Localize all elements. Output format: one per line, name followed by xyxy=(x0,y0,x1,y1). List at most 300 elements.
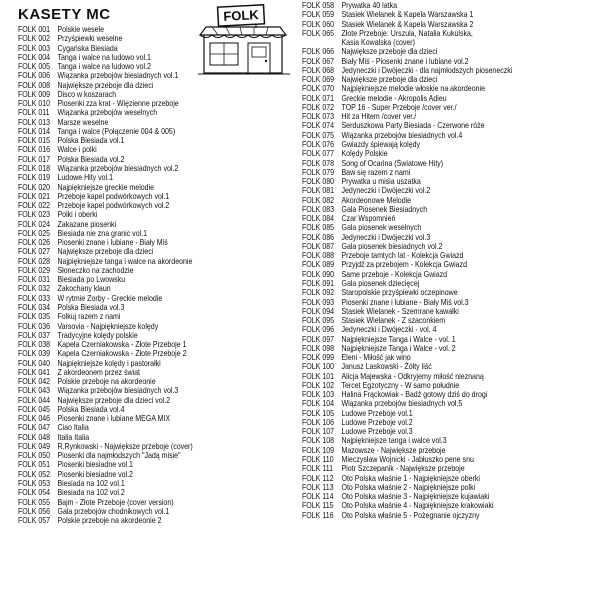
catalog-title: Gala przebojów chodnikowych vol.1 xyxy=(57,506,170,516)
catalog-code: FOLK 105 xyxy=(302,408,335,418)
catalog-code: FOLK 037 xyxy=(18,330,51,340)
catalog-title: Mazowsze - Największe przeboje xyxy=(341,445,446,455)
catalog-code: FOLK 028 xyxy=(18,256,51,266)
catalog-title: Wiązanka przebojów biesiadnych vol.5 xyxy=(341,399,463,409)
catalog-code: FOLK 027 xyxy=(18,247,51,257)
catalog-title: Halina Frąckowiak - Badź gotowy dziś do drogi xyxy=(341,390,488,400)
catalog-code: FOLK 002 xyxy=(18,34,51,44)
list-item xyxy=(18,368,294,377)
catalog-title: Kasia Kowalska (cover) xyxy=(341,38,415,48)
list-item xyxy=(18,108,294,117)
catalog-title: Hit za Hitem /cover ver./ xyxy=(341,112,417,122)
catalog-title: Cygańska Biesiada xyxy=(57,43,118,53)
catalog-title: Piosenki zza krat - Więzienne przeboje xyxy=(57,99,179,109)
catalog-title: Piosenki znane i lubiane - Biały Miś xyxy=(57,238,168,248)
catalog-code: FOLK 020 xyxy=(18,182,51,192)
list-item xyxy=(302,436,598,445)
catalog-code: FOLK 112 xyxy=(302,473,334,483)
catalog-code: FOLK 044 xyxy=(18,395,51,405)
catalog-title: Wiązanka przebojów biesiadnych vol.1 xyxy=(57,71,179,81)
list-item xyxy=(302,418,598,427)
catalog-code: FOLK 036 xyxy=(18,321,51,331)
catalog-code: FOLK 058 xyxy=(302,1,335,10)
list-item xyxy=(18,81,294,90)
catalog-code: FOLK 099 xyxy=(302,353,335,363)
catalog-code: FOLK 059 xyxy=(302,10,335,20)
list-item xyxy=(302,168,598,177)
catalog-title: Przeboje kapel podwórkowych vol.1 xyxy=(57,191,170,201)
catalog-code: FOLK 075 xyxy=(302,130,335,140)
list-item xyxy=(302,381,598,390)
list-item xyxy=(18,470,294,479)
list-item xyxy=(302,149,598,158)
catalog-code: FOLK 004 xyxy=(18,52,51,62)
catalog-title: R.Rynkowski - Największe przeboje (cover) xyxy=(57,441,193,451)
list-item xyxy=(18,25,294,34)
catalog-code: FOLK 087 xyxy=(302,241,335,251)
catalog-title: Oto Polska właśnie 3 - Najpiękniejsze kujawiaki xyxy=(341,492,490,502)
list-item xyxy=(302,298,598,307)
catalog-code: FOLK 084 xyxy=(302,214,335,224)
catalog-title: Piosenki znane i lubiane MEGA MIX xyxy=(57,414,171,424)
list-item xyxy=(18,423,294,432)
catalog-code: FOLK 045 xyxy=(18,404,51,414)
list-item xyxy=(302,251,598,260)
list-item xyxy=(18,386,294,395)
catalog-title: W rytmie Zorby - Greckie melodie xyxy=(57,293,163,303)
list-item xyxy=(302,131,598,140)
list-item xyxy=(18,442,294,451)
catalog-title: Największe przeboje dla dzieci xyxy=(341,47,438,57)
catalog-code: FOLK 094 xyxy=(302,306,335,316)
catalog-title: Przeboje tamtych lat - Kolekcja Gwiazd xyxy=(341,251,464,261)
catalog-code: FOLK 040 xyxy=(18,358,51,368)
list-item xyxy=(18,359,294,368)
catalog-title: Przeboje kapel podwórkowych vol.2 xyxy=(57,201,170,211)
catalog-title: Jedyneczki i Dwójeczki vol.2 xyxy=(341,186,431,196)
catalog-code: FOLK 005 xyxy=(18,62,51,72)
catalog-title: Najpiękniejsze Tanga i Walce - vol. 2 xyxy=(341,343,456,353)
catalog-code: FOLK 116 xyxy=(302,510,334,520)
catalog-title: Stasiek Wielanek - Szemrane kawałki xyxy=(341,306,459,316)
catalog-code: FOLK 001 xyxy=(18,25,51,34)
catalog-code: FOLK 097 xyxy=(302,334,335,344)
list-item xyxy=(18,331,294,340)
catalog-code: FOLK 034 xyxy=(18,302,51,312)
catalog-code: FOLK 067 xyxy=(302,56,335,66)
catalog-title: Polska Biesiada vol.1 xyxy=(57,136,125,146)
list-item xyxy=(18,266,294,275)
catalog-code: FOLK 079 xyxy=(302,167,335,177)
catalog-code: FOLK 082 xyxy=(302,195,335,205)
catalog-title: Oto Polska właśnie 4 - Najpiękniejsze krakowiaki xyxy=(341,501,494,511)
catalog-title: Jedyneczki i Dwójeczki vol.3 xyxy=(341,232,431,242)
catalog-title: Najpiękniejsze greckie melodie xyxy=(57,182,155,192)
catalog-title: Z akordeonem przez świat xyxy=(57,367,140,377)
list-item xyxy=(302,335,598,344)
list-item xyxy=(18,303,294,312)
catalog-code: FOLK 019 xyxy=(18,173,51,183)
catalog-code: FOLK 043 xyxy=(18,386,51,396)
catalog-title: Czar Wspomnień xyxy=(341,214,396,224)
catalog-code: FOLK 072 xyxy=(302,102,335,112)
catalog-title: Italia Italia xyxy=(57,432,90,442)
list-item xyxy=(302,214,598,223)
catalog-title: Jedyneczki i Dwójeczki - dla najmłodszych pioseneczki xyxy=(341,65,513,75)
catalog-code: FOLK 013 xyxy=(18,117,51,127)
catalog-title: Zakazane piosenki xyxy=(57,219,117,229)
catalog-title: Piosenki biesiadne vol.2 xyxy=(57,469,133,479)
list-item xyxy=(18,90,294,99)
catalog-title: Akordeonowe Melodie xyxy=(341,195,412,205)
catalog-code: FOLK 103 xyxy=(302,390,335,400)
catalog-title: Wiązanka przebojów biesiadnych vol.2 xyxy=(57,163,179,173)
catalog-code: FOLK 083 xyxy=(302,204,335,214)
catalog-code: FOLK 093 xyxy=(302,297,335,307)
catalog-code: FOLK 074 xyxy=(302,121,335,131)
list-item xyxy=(302,511,598,520)
catalog-code: FOLK 106 xyxy=(302,417,335,427)
list-item xyxy=(302,390,598,399)
list-item xyxy=(18,192,294,201)
list-item xyxy=(18,136,294,145)
list-item xyxy=(18,155,294,164)
catalog-title: Greckie melodie - Akropolis Adieu xyxy=(341,93,447,103)
catalog-code: FOLK 115 xyxy=(302,501,334,511)
catalog-title: Słoneczko na zachodzie xyxy=(57,265,134,275)
list-item xyxy=(302,455,598,464)
catalog-title: Biały Miś - Piosenki znane i lubiane vol.2 xyxy=(341,56,469,66)
catalog-code: FOLK 006 xyxy=(18,71,51,81)
catalog-code: FOLK 066 xyxy=(302,47,335,57)
catalog-title: Piotr Szczepanik - Największe przeboje xyxy=(341,464,465,474)
list-item xyxy=(302,279,598,288)
catalog-code: FOLK 032 xyxy=(18,284,51,294)
catalog-title: Eleni - Miłość jak wino xyxy=(341,353,411,363)
catalog-title: Największe przeboje dla dzieci xyxy=(341,75,438,85)
catalog-code: FOLK 021 xyxy=(18,191,51,201)
list-item xyxy=(302,186,598,195)
catalog-code: FOLK 086 xyxy=(302,232,335,242)
catalog-code: FOLK 068 xyxy=(302,65,335,75)
list-item xyxy=(302,483,598,492)
list-item xyxy=(302,103,598,112)
catalog-code: FOLK 077 xyxy=(302,149,335,159)
catalog-code: FOLK 041 xyxy=(18,367,51,377)
list-item xyxy=(18,294,294,303)
catalog-title: Staropolskie przyśpiewki oczepinowe xyxy=(341,288,458,298)
list-item xyxy=(302,427,598,436)
list-item xyxy=(302,446,598,455)
catalog-code: FOLK 070 xyxy=(302,84,335,94)
catalog-title: Ludowe Hity vol.1 xyxy=(57,173,114,183)
list-item xyxy=(18,118,294,127)
list-item xyxy=(302,372,598,381)
catalog-title: Najpiękniejsze tanga i walce vol.3 xyxy=(341,436,447,446)
page-title: KASETY MC xyxy=(18,6,111,23)
catalog-code: FOLK 047 xyxy=(18,423,51,433)
catalog-code: FOLK 057 xyxy=(18,516,51,526)
list-item xyxy=(18,275,294,284)
list-item xyxy=(18,340,294,349)
list-item xyxy=(18,34,294,43)
list-item xyxy=(302,140,598,149)
catalog-list-left xyxy=(18,25,294,525)
catalog-title: Piosenki biesiadne vol.1 xyxy=(57,460,133,470)
catalog-code: FOLK 050 xyxy=(18,451,51,461)
list-item xyxy=(18,284,294,293)
list-item xyxy=(302,288,598,297)
list-item xyxy=(18,488,294,497)
catalog-title: Alicja Majewska - Odkryjemy miłość nieznaną xyxy=(341,371,484,381)
list-item xyxy=(302,84,598,93)
list-item xyxy=(302,75,598,84)
catalog-title: Wiązanka przebojów weselnych xyxy=(57,108,158,118)
catalog-title: Bajm - Złote Przeboje (cover version) xyxy=(57,497,174,507)
list-item xyxy=(302,196,598,205)
list-item xyxy=(18,44,294,53)
list-item xyxy=(302,1,598,10)
catalog-title: Największe przeboje dla dzieci vol.2 xyxy=(57,395,171,405)
catalog-title: Marsze weselne xyxy=(57,117,109,127)
catalog-code: FOLK 113 xyxy=(302,482,334,492)
list-item xyxy=(302,307,598,316)
catalog-code: FOLK 048 xyxy=(18,432,51,442)
list-item xyxy=(18,164,294,173)
catalog-title: Oto Polska właśnie 5 - Pożegnanie ojczyzny xyxy=(341,510,480,520)
catalog-code: FOLK 069 xyxy=(302,75,335,85)
catalog-code: FOLK 022 xyxy=(18,201,51,211)
list-item xyxy=(302,492,598,501)
catalog-title: Polska Biesiada vol.3 xyxy=(57,302,125,312)
catalog-title: Prywatka 40 latka xyxy=(341,1,398,10)
catalog-title: Biesiada na 102 vol.1 xyxy=(57,479,125,489)
catalog-code: FOLK 060 xyxy=(302,19,335,29)
catalog-code: FOLK 008 xyxy=(18,80,51,90)
catalog-code: FOLK 078 xyxy=(302,158,335,168)
catalog-title: Stasiek Wielanek - Z szaconkiem xyxy=(341,316,446,326)
catalog-code: FOLK 009 xyxy=(18,89,51,99)
catalog-title: Najpiękniejsze kolędy i pastorałki xyxy=(57,358,161,368)
catalog-title: Przyjdź za przebojem - Kolekcja Gwiazd xyxy=(341,260,467,270)
catalog-title: Tanga i walce na ludowo vol.2 xyxy=(57,62,151,72)
list-item xyxy=(18,62,294,71)
list-item xyxy=(302,399,598,408)
catalog-title: Folkuj razem z nami xyxy=(57,312,121,322)
catalog-title: Kolędy Polskie xyxy=(341,149,388,159)
list-item xyxy=(302,242,598,251)
list-item xyxy=(18,257,294,266)
catalog-code: FOLK 031 xyxy=(18,275,51,285)
list-item xyxy=(18,145,294,154)
list-item xyxy=(302,233,598,242)
catalog-title: Gala piosenek weselnych xyxy=(341,223,422,233)
catalog-title: Wiązanka przebojów biesiadnych vol.4 xyxy=(341,130,463,140)
catalog-title: TOP 16 - Super Przeboje /cover ver./ xyxy=(341,102,457,112)
list-item xyxy=(18,312,294,321)
list-item xyxy=(18,396,294,405)
catalog-code: FOLK 090 xyxy=(302,269,335,279)
catalog-title: Biesiada na 102 vol.2 xyxy=(57,488,125,498)
list-item xyxy=(18,405,294,414)
list-item xyxy=(302,501,598,510)
catalog-title: Prywatka u misia uszatka xyxy=(341,177,421,187)
catalog-title: Oto Polska właśnie 2 - Najpiękniejsze polki xyxy=(341,482,476,492)
catalog-code: FOLK 023 xyxy=(18,210,51,220)
list-item xyxy=(302,316,598,325)
catalog-title: Jedyneczki i Dwójeczki - vol. 4 xyxy=(341,325,437,335)
catalog-code: FOLK 042 xyxy=(18,377,51,387)
catalog-list-right xyxy=(302,1,598,520)
list-item xyxy=(18,460,294,469)
list-item xyxy=(302,325,598,334)
list-item xyxy=(302,66,598,75)
list-item xyxy=(302,10,598,19)
catalog-title: Mieczysław Wojnicki - Jabłuszko pene snu xyxy=(341,455,474,465)
catalog-code: FOLK 051 xyxy=(18,460,51,470)
catalog-title: Tanga i walce na ludowo vol.1 xyxy=(57,52,151,62)
catalog-code: FOLK 025 xyxy=(18,228,51,238)
list-item xyxy=(302,205,598,214)
list-item xyxy=(18,201,294,210)
catalog-title: Janusz Laskowski - Żółty liść xyxy=(341,362,432,372)
catalog-code: FOLK 102 xyxy=(302,380,335,390)
catalog-title: Złote Przeboje: Urszula, Natalia Kukulska, xyxy=(341,28,473,38)
catalog-title: Walce i polki xyxy=(57,145,97,155)
catalog-code: FOLK 088 xyxy=(302,251,335,261)
list-item xyxy=(302,344,598,353)
catalog-title: Tradycyjne kolędy polskie xyxy=(57,330,138,340)
catalog-title: Najpiękniejsze tanga i walce na akordeonie xyxy=(57,256,193,266)
catalog-title: Serduszkowa Party Biesiada - Czerwone róże xyxy=(341,121,485,131)
catalog-code: FOLK 100 xyxy=(302,362,335,372)
catalog-code: FOLK 114 xyxy=(302,492,334,502)
catalog-title: Gala piosenek biesiadnych vol.2 xyxy=(341,241,443,251)
catalog-code: FOLK 095 xyxy=(302,316,335,326)
list-item xyxy=(18,229,294,238)
catalog-code: FOLK 011 xyxy=(18,108,50,118)
list-item xyxy=(302,464,598,473)
catalog-code: FOLK 101 xyxy=(302,371,335,381)
catalog-code: FOLK 056 xyxy=(18,506,51,516)
catalog-code: FOLK 033 xyxy=(18,293,51,303)
list-item xyxy=(18,479,294,488)
catalog-code: FOLK 073 xyxy=(302,112,335,122)
catalog-code: FOLK 049 xyxy=(18,441,51,451)
catalog-title: Polskie wesele xyxy=(57,25,105,34)
catalog-code: FOLK 091 xyxy=(302,278,335,288)
catalog-code: FOLK 054 xyxy=(18,488,51,498)
list-item xyxy=(302,362,598,371)
list-item xyxy=(302,29,598,38)
catalog-code: FOLK 029 xyxy=(18,265,51,275)
catalog-title: Baw się razem z nami xyxy=(341,167,411,177)
catalog-code: FOLK 052 xyxy=(18,469,51,479)
catalog-title: Polki i oberki xyxy=(57,210,98,220)
catalog-title: Polska Biesiada vol.2 xyxy=(57,154,125,164)
catalog-title: Najpiękniejsze melodie włoskie na akordeonie xyxy=(341,84,486,94)
catalog-title: Piosenki znane i lubiane - Biały Miś vol.3 xyxy=(341,297,469,307)
catalog-code: FOLK 080 xyxy=(302,177,335,187)
catalog-title: Biesiada po Lwowsku xyxy=(57,275,126,285)
catalog-title: Najpiękniejsze Tanga i Walce - vol. 1 xyxy=(341,334,456,344)
catalog-code: FOLK 096 xyxy=(302,325,335,335)
catalog-title: Polska Biesiada vol.4 xyxy=(57,404,125,414)
list-item xyxy=(18,173,294,182)
list-item xyxy=(302,94,598,103)
catalog-code: FOLK 098 xyxy=(302,343,335,353)
list-item xyxy=(18,210,294,219)
list-item xyxy=(18,507,294,516)
catalog-title: Wiązanka przebojów biesiadnych vol.3 xyxy=(57,386,179,396)
catalog-code: FOLK 010 xyxy=(18,99,51,109)
catalog-title: Kapela Czerniakowska - Złote Przeboje 1 xyxy=(57,340,187,350)
sign-label: FOLK xyxy=(222,7,260,24)
catalog-code: FOLK 038 xyxy=(18,340,51,350)
catalog-title: Stasiek Wielanek & Kapela Warszawska 1 xyxy=(341,10,474,20)
list-item xyxy=(302,112,598,121)
list-item xyxy=(18,127,294,136)
list-item xyxy=(302,20,598,29)
catalog-code: FOLK 109 xyxy=(302,445,335,455)
catalog-title: Oto Polska właśnie 1 - Najpiękniejsze oberki xyxy=(341,473,480,483)
catalog-code: FOLK 053 xyxy=(18,479,51,489)
catalog-code: FOLK 039 xyxy=(18,349,51,359)
catalog-code: FOLK 014 xyxy=(18,126,51,136)
catalog-code: FOLK 016 xyxy=(18,145,51,155)
catalog-title: Zakochany klaun xyxy=(57,284,111,294)
list-item xyxy=(302,159,598,168)
list-item xyxy=(18,53,294,62)
catalog-title: Kapela Czerniakowska - Złote Przeboje 2 xyxy=(57,349,187,359)
catalog-title: Największe przeboje dla dzieci xyxy=(57,80,154,90)
catalog-title: Ludowe Przeboje vol.3 xyxy=(341,427,413,437)
list-item xyxy=(302,121,598,130)
list-item xyxy=(18,71,294,80)
list-item xyxy=(302,260,598,269)
list-item xyxy=(302,57,598,66)
catalog-title: Song of Ocarina (Światowe Hity) xyxy=(341,158,444,168)
catalog-title: Ludowe Przeboje vol.2 xyxy=(341,417,413,427)
list-item xyxy=(302,38,598,47)
list-item xyxy=(302,223,598,232)
catalog-code: FOLK 089 xyxy=(302,260,335,270)
catalog-title: Gala piosenek dziecięcej xyxy=(341,278,420,288)
list-item xyxy=(18,414,294,423)
catalog-code: FOLK 017 xyxy=(18,154,51,164)
catalog-code: FOLK 015 xyxy=(18,136,51,146)
catalog-title: Varsovia - Najpiękniejsze kolędy xyxy=(57,321,159,331)
list-item xyxy=(302,474,598,483)
catalog-code: FOLK 046 xyxy=(18,414,51,424)
catalog-code: FOLK 076 xyxy=(302,139,335,149)
catalog-code: FOLK 035 xyxy=(18,312,51,322)
catalog-code: FOLK 104 xyxy=(302,399,335,409)
catalog-code: FOLK 092 xyxy=(302,288,335,298)
list-item xyxy=(302,177,598,186)
list-item xyxy=(18,183,294,192)
list-item xyxy=(18,433,294,442)
catalog-title: Gala Piosenek Biesiadnych xyxy=(341,204,428,214)
catalog-code: FOLK 065 xyxy=(302,28,335,38)
catalog-title: Biesiada nie zna granic vol.1 xyxy=(57,228,148,238)
list-item xyxy=(302,47,598,56)
catalog-title: Stasiek Wielanek & Kapela Warszawska 2 xyxy=(341,19,474,29)
catalog-title: Ludowe Przeboje vol.1 xyxy=(341,408,413,418)
list-item xyxy=(18,99,294,108)
catalog-title: Tercet Egzotyczny - W samo południe xyxy=(341,380,460,390)
catalog-title: Największe przeboje dla dzieci xyxy=(57,247,154,257)
